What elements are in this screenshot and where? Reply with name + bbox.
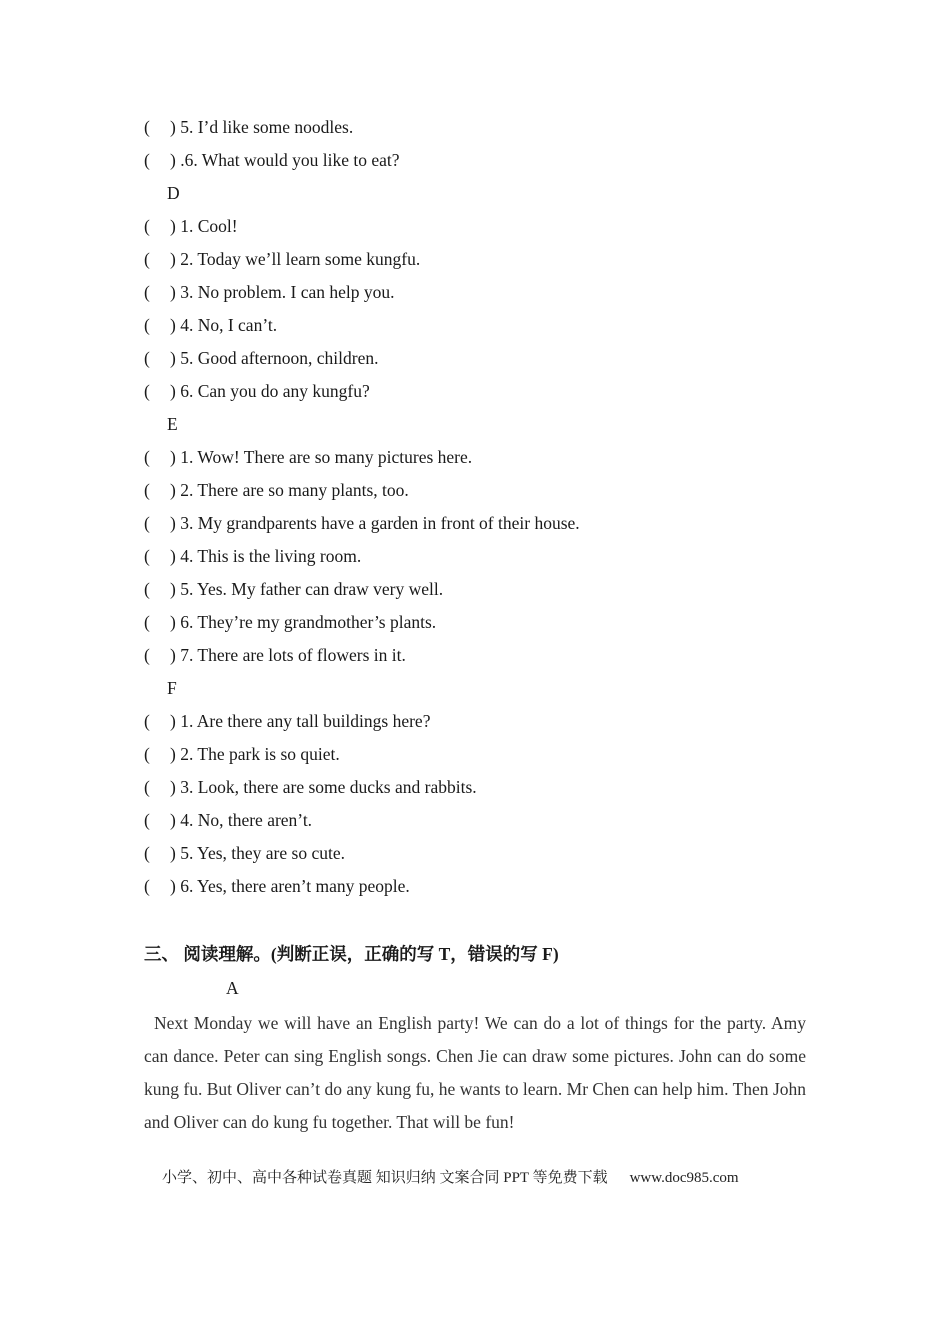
exercise-text: 4. No, there aren’t. bbox=[180, 810, 313, 830]
answer-blank-close: ) bbox=[170, 777, 176, 797]
exercise-item bbox=[144, 578, 443, 600]
answer-blank-open[interactable]: ( bbox=[144, 348, 150, 368]
section-label: D bbox=[167, 183, 180, 203]
answer-blank-close: ) bbox=[170, 480, 176, 500]
exercise-item bbox=[144, 380, 370, 402]
answer-blank-open[interactable]: ( bbox=[144, 810, 150, 830]
exercise-item bbox=[144, 644, 406, 666]
exercise-text: 5. I’d like some noodles. bbox=[180, 117, 354, 137]
section-label: F bbox=[167, 678, 177, 698]
answer-blank-open[interactable]: ( bbox=[144, 612, 150, 632]
exercise-text: 4. No, I can’t. bbox=[180, 315, 278, 335]
answer-blank-open[interactable]: ( bbox=[144, 843, 150, 863]
exercise-item bbox=[144, 545, 361, 567]
exercise-text: 3. My grandparents have a garden in front of their house. bbox=[180, 513, 580, 533]
exercise-item bbox=[144, 809, 312, 831]
exercise-item bbox=[144, 875, 410, 897]
answer-blank-close: ) bbox=[170, 150, 176, 170]
exercise-item bbox=[144, 215, 238, 237]
section-label: E bbox=[167, 414, 178, 434]
exercise-text: 2. The park is so quiet. bbox=[180, 744, 340, 764]
answer-blank-open[interactable]: ( bbox=[144, 546, 150, 566]
answer-blank-open[interactable]: ( bbox=[144, 711, 150, 731]
exercise-item bbox=[144, 116, 353, 138]
footer-url-link[interactable]: www.doc985.com bbox=[629, 1170, 739, 1186]
exercise-item bbox=[144, 281, 395, 303]
exercise-item bbox=[144, 347, 378, 369]
answer-blank-open[interactable]: ( bbox=[144, 645, 150, 665]
exercise-item bbox=[144, 446, 472, 468]
answer-blank-open[interactable]: ( bbox=[144, 777, 150, 797]
answer-blank-close: ) bbox=[170, 810, 176, 830]
exercise-text: 7. There are lots of flowers in it. bbox=[180, 645, 406, 665]
exercise-item bbox=[144, 149, 400, 171]
answer-blank-close: ) bbox=[170, 711, 176, 731]
exercise-text: 5. Yes. My father can draw very well. bbox=[180, 579, 444, 599]
exercise-item bbox=[144, 710, 430, 732]
exercise-item bbox=[144, 314, 277, 336]
exercise-text: 2. Today we’ll learn some kungfu. bbox=[180, 249, 421, 269]
exercise-text: .6. What would you like to eat? bbox=[180, 150, 400, 170]
exercise-item bbox=[144, 248, 420, 270]
exercise-text: 3. No problem. I can help you. bbox=[180, 282, 395, 302]
passage-label: A bbox=[226, 978, 239, 998]
answer-blank-close: ) bbox=[170, 282, 176, 302]
reading-passage: Next Monday we will have an English party! We can do a lot of things for the party. Amy can dance. Peter can sing English songs. Chen Jie can draw some pictures. John can do some kung fu. But Oliver can’t do any kung fu, he wants to learn. Mr Chen can help him. Then John and Oliver can do kung fu together. That will be fun! bbox=[144, 1013, 806, 1132]
answer-blank-open[interactable]: ( bbox=[144, 480, 150, 500]
exercise-item bbox=[144, 743, 340, 765]
answer-blank-close: ) bbox=[170, 744, 176, 764]
answer-blank-close: ) bbox=[170, 645, 176, 665]
answer-blank-open[interactable]: ( bbox=[144, 876, 150, 896]
answer-blank-close: ) bbox=[170, 315, 176, 335]
answer-blank-close: ) bbox=[170, 876, 176, 896]
answer-blank-open[interactable]: ( bbox=[144, 381, 150, 401]
exercise-text: 1. Are there any tall buildings here? bbox=[180, 711, 431, 731]
exercise-text: 1. Cool! bbox=[180, 216, 238, 236]
answer-blank-open[interactable]: ( bbox=[144, 447, 150, 467]
answer-blank-open[interactable]: ( bbox=[144, 249, 150, 269]
answer-blank-open[interactable]: ( bbox=[144, 216, 150, 236]
exercise-text: 2. There are so many plants, too. bbox=[180, 480, 409, 500]
answer-blank-close: ) bbox=[170, 513, 176, 533]
answer-blank-open[interactable]: ( bbox=[144, 744, 150, 764]
section-heading: 三、 阅读理解。(判断正误，正确的写 T，错误的写 F) bbox=[144, 944, 559, 964]
exercise-item bbox=[144, 611, 436, 633]
answer-blank-close: ) bbox=[170, 249, 176, 269]
answer-blank-close: ) bbox=[170, 117, 176, 137]
answer-blank-close: ) bbox=[170, 546, 176, 566]
exercise-text: 3. Look, there are some ducks and rabbits. bbox=[180, 777, 477, 797]
answer-blank-close: ) bbox=[170, 612, 176, 632]
exercise-item bbox=[144, 842, 345, 864]
exercise-item bbox=[144, 512, 580, 534]
exercise-item bbox=[144, 776, 477, 798]
exercise-text: 6. Can you do any kungfu? bbox=[180, 381, 370, 401]
exercise-text: 1. Wow! There are so many pictures here. bbox=[180, 447, 473, 467]
answer-blank-open[interactable]: ( bbox=[144, 315, 150, 335]
exercise-text: 5. Yes, they are so cute. bbox=[180, 843, 345, 863]
exercise-text: 6. Yes, there aren’t many people. bbox=[180, 876, 410, 896]
exercise-text: 4. This is the living room. bbox=[180, 546, 362, 566]
answer-blank-open[interactable]: ( bbox=[144, 282, 150, 302]
exercise-text: 5. Good afternoon, children. bbox=[180, 348, 379, 368]
answer-blank-close: ) bbox=[170, 579, 176, 599]
answer-blank-close: ) bbox=[170, 843, 176, 863]
page-footer bbox=[162, 1168, 739, 1188]
footer-text: 小学、初中、高中各种试卷真题 知识归纳 文案合同 PPT 等免费下载 bbox=[162, 1170, 608, 1186]
answer-blank-open[interactable]: ( bbox=[144, 579, 150, 599]
answer-blank-open[interactable]: ( bbox=[144, 513, 150, 533]
exercise-item bbox=[144, 479, 409, 501]
answer-blank-open[interactable]: ( bbox=[144, 150, 150, 170]
exercise-text: 6. They’re my grandmother’s plants. bbox=[180, 612, 437, 632]
answer-blank-close: ) bbox=[170, 447, 176, 467]
answer-blank-open[interactable]: ( bbox=[144, 117, 150, 137]
answer-blank-close: ) bbox=[170, 216, 176, 236]
answer-blank-close: ) bbox=[170, 381, 176, 401]
answer-blank-close: ) bbox=[170, 348, 176, 368]
